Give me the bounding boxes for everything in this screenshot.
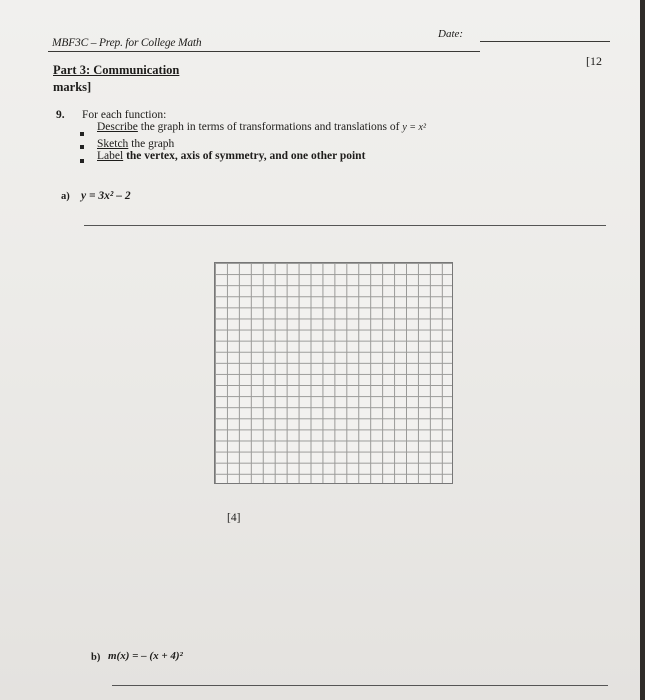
part-b-label: b) <box>91 652 101 663</box>
bullet-dot-3 <box>80 159 84 163</box>
bullet-sketch-lead: Sketch <box>97 138 129 150</box>
part-a-equation: y = 3x² – 2 <box>81 190 131 202</box>
course-title: MBF3C – Prep. for College Math <box>52 37 202 49</box>
bullet-sketch-text: the graph <box>128 138 175 150</box>
part-title <box>53 63 179 78</box>
part-a-marks: [4] <box>227 512 241 524</box>
section-marks-open: [12 <box>586 54 602 68</box>
part-marks-suffix: marks] <box>53 80 92 94</box>
part-b-answer-line[interactable] <box>112 685 608 686</box>
bullet-describe-math: y = x² <box>402 122 426 133</box>
bullet-dot-2 <box>80 145 84 149</box>
bullet-label-text: the vertex, axis of symmetry, and one other point <box>123 150 366 162</box>
part-title-text: Part 3: Communication <box>53 63 180 77</box>
part-a-label: a) <box>61 191 70 202</box>
bullet-dot-1 <box>80 132 84 136</box>
bullet-describe <box>97 121 426 133</box>
bullet-describe-lead: Describe <box>97 121 138 133</box>
bullet-label <box>97 150 365 162</box>
graph-grid[interactable] <box>214 262 453 484</box>
header-rule <box>48 51 480 52</box>
question-number: 9. <box>56 109 65 121</box>
desk-edge <box>640 0 645 700</box>
question-prompt: For each function: <box>82 109 167 121</box>
bullet-describe-text: the graph in terms of transformations and translations of <box>137 121 403 133</box>
part-a-answer-line[interactable] <box>84 225 606 226</box>
date-rule <box>480 41 610 42</box>
part-b-equation: m(x) = – (x + 4)² <box>108 650 183 662</box>
bullet-sketch <box>97 138 174 150</box>
bullet-label-lead: Label <box>97 150 124 162</box>
date-label: Date: <box>438 28 464 40</box>
